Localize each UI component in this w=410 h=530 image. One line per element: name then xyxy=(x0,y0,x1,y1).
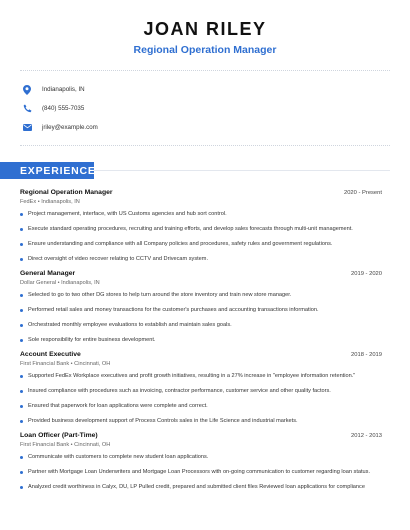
bullet-item xyxy=(20,483,382,492)
resume-header xyxy=(0,18,410,57)
bullet-text: Partner with Mortgage Loan Underwriters and Mortgage Loan Processors with on-going communication to customer regarding loan status. xyxy=(28,469,371,475)
job-entry xyxy=(20,189,382,264)
bullet-dot-icon xyxy=(20,309,23,312)
contact-email[interactable] xyxy=(20,118,390,137)
candidate-title: Regional Operation Manager xyxy=(133,44,277,56)
bullet-item xyxy=(20,306,382,315)
bullet-item xyxy=(20,336,382,345)
contact-location-text: Indianapolis, IN xyxy=(42,86,85,93)
section-heading-bar xyxy=(0,162,94,179)
bullet-dot-icon xyxy=(20,420,23,423)
section-heading-line xyxy=(94,170,390,171)
job-dates: 2012 - 2013 xyxy=(351,433,382,439)
bullet-text: Performed retail sales and money transactions for the customer's purchases and accounting transactions information. xyxy=(28,307,319,313)
contact-divider xyxy=(20,145,390,146)
job-entry xyxy=(20,432,382,492)
contact-location xyxy=(20,80,390,99)
bullet-dot-icon xyxy=(20,405,23,408)
bullet-text: Ensured that paperwork for loan applications were complete and correct. xyxy=(28,403,208,409)
location-pin-icon xyxy=(22,85,32,95)
bullet-dot-icon xyxy=(20,258,23,261)
candidate-name: JOAN RILEY xyxy=(143,19,267,39)
job-role: General Manager xyxy=(20,270,76,277)
job-bullets xyxy=(20,291,382,345)
bullet-text: Supported FedEx Workplace executives and profit growth initiatives, resulting in a 27% increase in "employee information retention." xyxy=(28,373,356,379)
bullet-item xyxy=(20,402,382,411)
contact-email-text[interactable]: jriley@example.com xyxy=(42,124,98,131)
contact-phone-text: (840) 555-7035 xyxy=(42,105,85,112)
bullet-dot-icon xyxy=(20,375,23,378)
bullet-item xyxy=(20,210,382,219)
bullet-text: Ensure understanding and compliance with all Company policies and procedures, safety rules and government regulations. xyxy=(28,241,333,247)
bullet-item xyxy=(20,321,382,330)
bullet-dot-icon xyxy=(20,471,23,474)
bullet-item xyxy=(20,291,382,300)
bullet-text: Orchestrated monthly employee evaluations to establish and maintain sales goals. xyxy=(28,322,232,328)
job-entry xyxy=(20,270,382,345)
bullet-item xyxy=(20,387,382,396)
bullet-text: Direct oversight of video recover relating to CCTV and Drivecam system. xyxy=(28,256,208,262)
job-dates: 2018 - 2019 xyxy=(351,352,382,358)
bullet-text: Execute standard operating procedures, recruiting and training efforts, and develop sales forecasts through multi-unit management. xyxy=(28,226,353,232)
bullet-item xyxy=(20,468,382,477)
job-company: First Financial Bank • Cincinnati, OH xyxy=(20,442,111,448)
bullet-dot-icon xyxy=(20,243,23,246)
job-entry xyxy=(20,351,382,426)
bullet-text: Sole responsibility for entire business development. xyxy=(28,337,156,343)
bullet-dot-icon xyxy=(20,324,23,327)
job-role: Account Executive xyxy=(20,351,81,358)
contact-list xyxy=(20,80,390,137)
section-heading-experience: EXPERIENCE xyxy=(20,165,96,177)
bullet-text: Insured compliance with procedures such as invoicing, contractor performance, customer service and other quality factors. xyxy=(28,388,331,394)
bullet-dot-icon xyxy=(20,228,23,231)
bullet-item xyxy=(20,417,382,426)
job-dates: 2020 - Present xyxy=(343,190,382,196)
header-divider xyxy=(20,70,390,71)
bullet-dot-icon xyxy=(20,390,23,393)
job-role: Loan Officer (Part-Time) xyxy=(20,432,98,439)
phone-icon xyxy=(22,104,32,114)
job-bullets xyxy=(20,372,382,426)
bullet-dot-icon xyxy=(20,213,23,216)
bullet-item xyxy=(20,240,382,249)
email-icon xyxy=(22,123,32,133)
contact-phone xyxy=(20,99,390,118)
bullet-text: Selected to go to two other DG stores to help turn around the store inventory and train new store manager. xyxy=(28,292,292,298)
job-role: Regional Operation Manager xyxy=(20,189,113,196)
job-bullets xyxy=(20,453,382,492)
bullet-text: Analyzed credit worthiness in Calyx, DU, LP Pulled credit, prepared and submitted client files Reviewed loan applications for compliance xyxy=(28,484,365,490)
job-company: First Financial Bank • Cincinnati, OH xyxy=(20,361,111,367)
experience-list xyxy=(20,189,382,498)
job-dates: 2019 - 2020 xyxy=(351,271,382,277)
bullet-text: Project management, interface, with US Customs agencies and hub sort control. xyxy=(28,211,227,217)
job-company: FedEx • Indianapolis, IN xyxy=(20,199,80,205)
bullet-item xyxy=(20,453,382,462)
job-company: Dollar General • Indianapolis, IN xyxy=(20,280,100,286)
bullet-text: Communicate with customers to complete new student loan applications. xyxy=(28,454,209,460)
bullet-dot-icon xyxy=(20,339,23,342)
bullet-text: Provided business development support of Process Controls sales in the Life Science and industrial markets. xyxy=(28,418,298,424)
bullet-dot-icon xyxy=(20,486,23,489)
bullet-item xyxy=(20,255,382,264)
bullet-dot-icon xyxy=(20,456,23,459)
bullet-item xyxy=(20,225,382,234)
bullet-dot-icon xyxy=(20,294,23,297)
job-bullets xyxy=(20,210,382,264)
bullet-item xyxy=(20,372,382,381)
